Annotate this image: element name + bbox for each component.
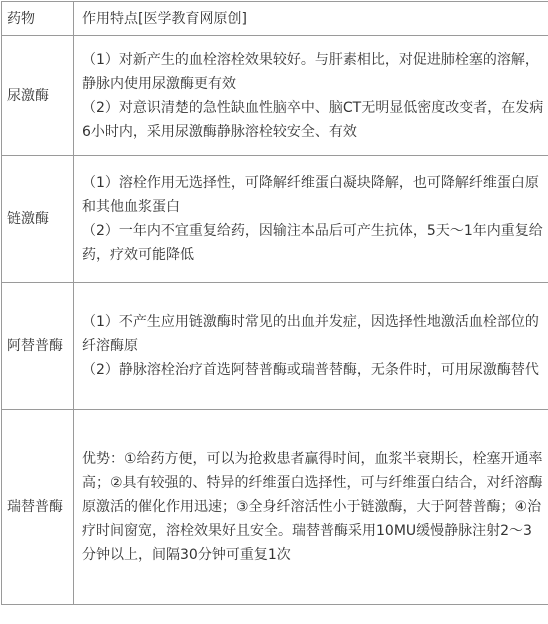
thrombolytic-drug-table — [1, 1, 548, 605]
feature-paragraph: （1）对新产生的血栓溶栓效果较好。与肝素相比，对促进肺栓塞的溶解，静脉内使用尿激酶更有效 — [82, 51, 539, 92]
table-row-streptokinase — [2, 156, 548, 283]
feature-paragraph: 优势：①给药方便，可以为抢救患者赢得时间，血浆半衰期长，栓塞开通率高；②具有较强的、特异的纤维蛋白选择性，可与纤维蛋白结合，对纤溶酶原激活的催化作用迅速；③全身纤溶活性小于链激酶，大于阿替普酶；④治疗时间窗宽，溶栓效果好且安全。瑞替普酶采用10MU缓慢静脉注射2～3分钟以上，间隔30分钟可重复1次 — [82, 451, 543, 563]
drug-name-cell: 瑞替普酶 — [2, 410, 74, 605]
feature-paragraph: （2）对意识清楚的急性缺血性脑卒中、脑CT无明显低密度改变者，在发病6小时内，采用尿激酶静脉溶栓较安全、有效 — [82, 99, 544, 140]
feature-cell — [74, 156, 548, 283]
drug-name-cell: 阿替普酶 — [2, 283, 74, 410]
table-row-alteplase — [2, 283, 548, 410]
table-header-row — [2, 2, 548, 36]
drug-name-cell: 尿激酶 — [2, 36, 74, 156]
header-feature-cell: 作用特点[医学教育网原创] — [74, 2, 548, 36]
header-drug-cell: 药物 — [2, 2, 74, 36]
table-row-urokinase — [2, 36, 548, 156]
feature-cell — [74, 36, 548, 156]
table-row-reteplase — [2, 410, 548, 605]
drug-name-cell: 链激酶 — [2, 156, 74, 283]
feature-paragraph: （1）溶栓作用无选择性，可降解纤维蛋白凝块降解，也可降解纤维蛋白原和其他血浆蛋白 — [82, 175, 539, 215]
feature-paragraph: （1）不产生应用链激酶时常见的出血并发症，因选择性地激活血栓部位的纤溶酶原 — [82, 314, 539, 354]
feature-paragraph: （2）静脉溶栓治疗首选阿替普酶或瑞普替酶，无条件时，可用尿激酶替代 — [82, 362, 539, 378]
feature-paragraph: （2）一年内不宜重复给药，因输注本品后可产生抗体，5天～1年内重复给药，疗效可能降低 — [82, 223, 543, 263]
feature-cell — [74, 283, 548, 410]
feature-cell — [74, 410, 548, 605]
